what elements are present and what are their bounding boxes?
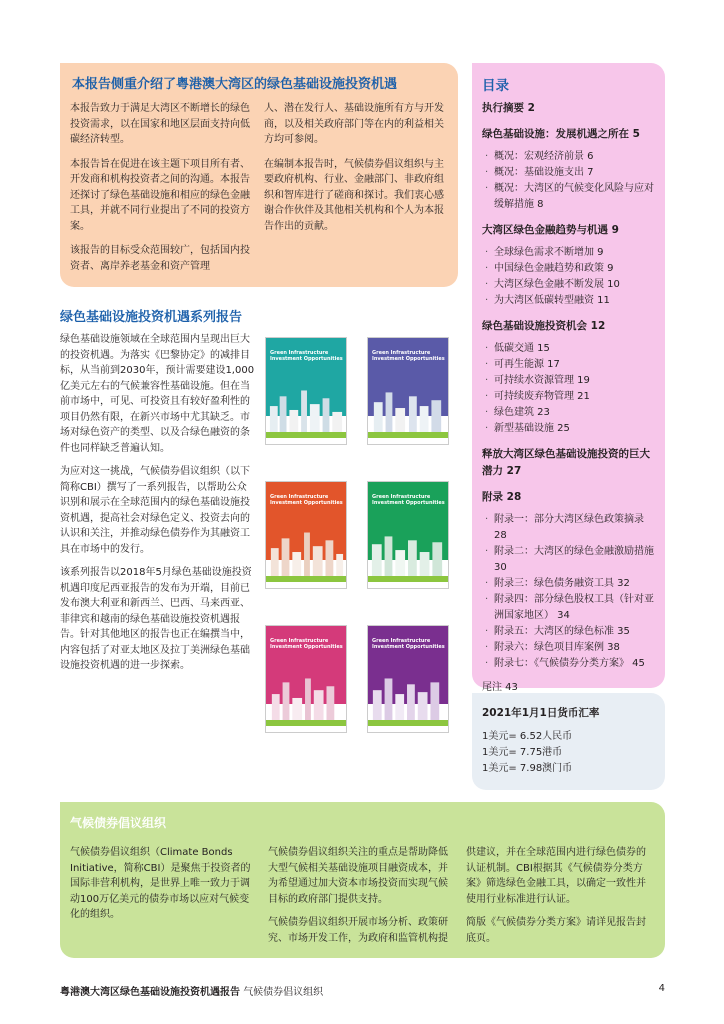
toc-entry-exec-summary[interactable]: 执行摘要 2 — [482, 102, 535, 114]
series-paragraph: 绿色基础设施领域在全球范围内呈现出巨大的投资机遇。为落实《巴黎协定》的减排目标，从当前到2030年，预计需要建设1,000亿美元左右的气候兼容性基础设施。但在当前市场中，可见、可投资且有较好盈利性的项目仍然有限，在新兴市场中尤其缺乏。市场对绿色资产的类型、以及合绿色融资的条件也同样缺乏普遍认知。 — [60, 334, 255, 454]
city-skyline-illustration — [266, 672, 346, 722]
cover-title: Green Infrastructure Investment Opportunities — [270, 494, 343, 506]
cbi-title: 气候债券倡议组织 — [70, 816, 167, 830]
toc-item[interactable]: · 新型基础设施 25 — [482, 421, 655, 437]
toc-list — [482, 512, 655, 672]
cbi-col-3 — [466, 845, 650, 954]
toc-item[interactable]: · 附录六：绿色项目库案例 38 — [482, 640, 655, 656]
series-title: 绿色基础设施投资机遇系列报告 — [60, 310, 243, 325]
focus-paragraph: 在编制本报告时，气候债券倡议组织与主要政府机构、行业、金融部门、非政府组织和智库进行了磋商和探讨。我们衷心感谢合作伙伴及其他相关机构和个人为本报告作出的贡献。 — [264, 158, 444, 232]
cover-title: Green Infrastructure Investment Opportunities — [270, 638, 343, 650]
toc-item[interactable]: · 附录二：大湾区的绿色金融激励措施 30 — [482, 544, 655, 576]
report-cover-thumbnail[interactable] — [265, 337, 347, 445]
series-paragraph: 为应对这一挑战，气候债券倡议组织（以下简称CBI）撰写了一系列报告，以帮助公众识别和展示在全球范围内的绿色基础设施投资机遇，提高社会对绿色定义、投资去向的认识和关注，并推动绿色债券作为其融资工具在市场中的发行。 — [60, 466, 250, 555]
cbi-paragraph: 气候债券倡议组织（Climate Bonds Initiative，简称CBI）是聚焦于投资者的国际非营利机构，是世界上唯一致力于调动100万亿美元的债券市场以应对气候变化的组织。 — [70, 847, 251, 920]
city-skyline-illustration — [368, 528, 448, 578]
page-number: 4 — [658, 983, 665, 994]
report-cover-thumbnail[interactable] — [367, 481, 449, 589]
toc-item[interactable]: · 中国绿色金融趋势和政策 9 — [482, 261, 655, 277]
exchange-rate-mop: 1美元= 7.98澳门币 — [482, 763, 573, 774]
cbi-paragraph: 气候债券倡议组织关注的重点是帮助降低大型气候相关基础设施项目融资成本，并为希望通过加大资本市场投资而实现气候目标的政府部门提供支持。 — [268, 847, 448, 905]
toc-item[interactable]: · 附录三：绿色债务融资工具 32 — [482, 576, 655, 592]
toc-section-investment[interactable]: 绿色基础设施投资机会 12 — [482, 320, 606, 332]
focus-col-left — [70, 101, 254, 283]
toc-section-potential[interactable]: 释放大湾区绿色基础设施投资的巨大 潜力 27 — [482, 448, 650, 477]
focus-paragraph: 本报告旨在促进在该主题下项目所有者、开发商和机构投资者之间的沟通。本报告还探讨了绿色基础设施和相应的绿色金融工具，并就不同行业提出了不同的投资方案。 — [70, 158, 250, 232]
toc-item[interactable]: · 绿色建筑 23 — [482, 405, 655, 421]
toc-item[interactable]: · 附录一：部分大湾区绿色政策摘录 28 — [482, 512, 655, 544]
cbi-paragraph: 简版《气候债券分类方案》请详见报告封底页。 — [466, 917, 646, 944]
city-skyline-illustration — [368, 384, 448, 434]
exchange-rate-cny: 1美元= 6.52人民币 — [482, 731, 573, 742]
toc-entry-endnotes[interactable]: 尾注 43 — [482, 682, 518, 693]
page-footer — [60, 983, 665, 998]
cbi-paragraph: 供建议，并在全球范围内进行绿色债券的认证机制。CBI根据其《气候债券分类方案》筛选绿色金融工具，以确定一致性并使用行业标准进行认证。 — [466, 847, 646, 905]
cover-title: Green Infrastructure Investment Opportunities — [270, 350, 343, 362]
toc-item[interactable]: · 概况：大湾区的气候变化风险与应对缓解措施 8 — [482, 181, 655, 213]
toc-list — [482, 341, 655, 437]
toc-title: 目录 — [482, 78, 509, 94]
city-skyline-illustration — [368, 672, 448, 722]
exchange-rate-box — [472, 693, 665, 790]
exchange-rate-hkd: 1美元= 7.75港币 — [482, 747, 563, 758]
toc-list — [482, 245, 655, 309]
focus-paragraph: 本报告致力于满足大湾区不断增长的绿色投资需求，以在国家和地区层面支持向低碳经济转型。 — [70, 103, 250, 145]
toc-item[interactable]: · 为大湾区低碳转型融资 11 — [482, 293, 655, 309]
toc-list — [482, 149, 655, 213]
toc-section-green-infra[interactable]: 绿色基础设施：发展机遇之所在 5 — [482, 128, 640, 140]
cover-title: Green Infrastructure Investment Opportunities — [372, 494, 445, 506]
report-cover-thumbnail[interactable] — [367, 625, 449, 733]
report-focus-box — [60, 63, 458, 287]
cover-title: Green Infrastructure Investment Opportunities — [372, 350, 445, 362]
cbi-col-1 — [70, 845, 254, 954]
report-cover-thumbnail[interactable] — [367, 337, 449, 445]
toc-item[interactable]: · 可持续废弃物管理 21 — [482, 389, 655, 405]
report-cover-thumbnail[interactable] — [265, 481, 347, 589]
report-cover-thumbnail[interactable] — [265, 625, 347, 733]
series-text — [60, 332, 256, 682]
toc-item[interactable]: · 概况：基础设施支出 7 — [482, 165, 655, 181]
toc-item[interactable]: · 大湾区绿色金融不断发展 10 — [482, 277, 655, 293]
series-paragraph: 该系列报告以2018年5月绿色基础设施投资机遇印度尼西亚报告的发布为开端，目前已发布澳大利亚和新西兰、巴西、马来西亚、菲律宾和越南的绿色基础设施投资机遇报告。针对其他地区的报告也正在编撰当中，内容包括了对亚太地区及拉丁美洲绿色基础设施投资机遇的进一步探索。 — [60, 567, 252, 671]
toc-item[interactable]: · 概况：宏观经济前景 6 — [482, 149, 655, 165]
toc-item[interactable]: · 可持续水资源管理 19 — [482, 373, 655, 389]
focus-col-right — [264, 101, 448, 283]
footer-report-title: 粤港澳大湾区绿色基础设施投资机遇报告 — [60, 987, 240, 998]
focus-box-title: 本报告侧重介绍了粤港澳大湾区的绿色基础设施投资机遇 — [72, 77, 398, 92]
exchange-rate-title: 2021年1月1日货币汇率 — [482, 707, 600, 719]
table-of-contents — [472, 63, 665, 693]
toc-item[interactable]: · 低碳交通 15 — [482, 341, 655, 357]
cbi-paragraph: 气候债券倡议组织开展市场分析、政策研究、市场开发工作，为政府和监管机构提 — [268, 917, 448, 944]
toc-item[interactable]: · 全球绿色需求不断增加 9 — [482, 245, 655, 261]
footer-org-name: 气候债券倡议组织 — [243, 987, 324, 998]
cover-title: Green Infrastructure Investment Opportunities — [372, 638, 445, 650]
toc-item[interactable]: · 附录五：大湾区的绿色标准 35 — [482, 624, 655, 640]
cbi-col-2 — [268, 845, 452, 954]
city-skyline-illustration — [266, 384, 346, 434]
toc-item[interactable]: · 附录七：《气候债券分类方案》 45 — [482, 656, 655, 672]
toc-item[interactable]: · 可再生能源 17 — [482, 357, 655, 373]
focus-paragraph: 人、潜在发行人、基础设施所有方与开发商，以及相关政府部门等在内的利益相关方均可参阅。 — [264, 103, 444, 145]
toc-section-appendix[interactable]: 附录 28 — [482, 491, 522, 503]
toc-item[interactable]: · 附录四：部分绿色股权工具（针对亚洲国家地区） 34 — [482, 592, 655, 624]
toc-section-green-finance[interactable]: 大湾区绿色金融趋势与机遇 9 — [482, 224, 619, 236]
city-skyline-illustration — [266, 528, 346, 578]
cbi-about-box — [60, 802, 665, 958]
focus-paragraph: 该报告的目标受众范围较广，包括国内投资者、离岸养老基金和资产管理 — [70, 245, 250, 272]
